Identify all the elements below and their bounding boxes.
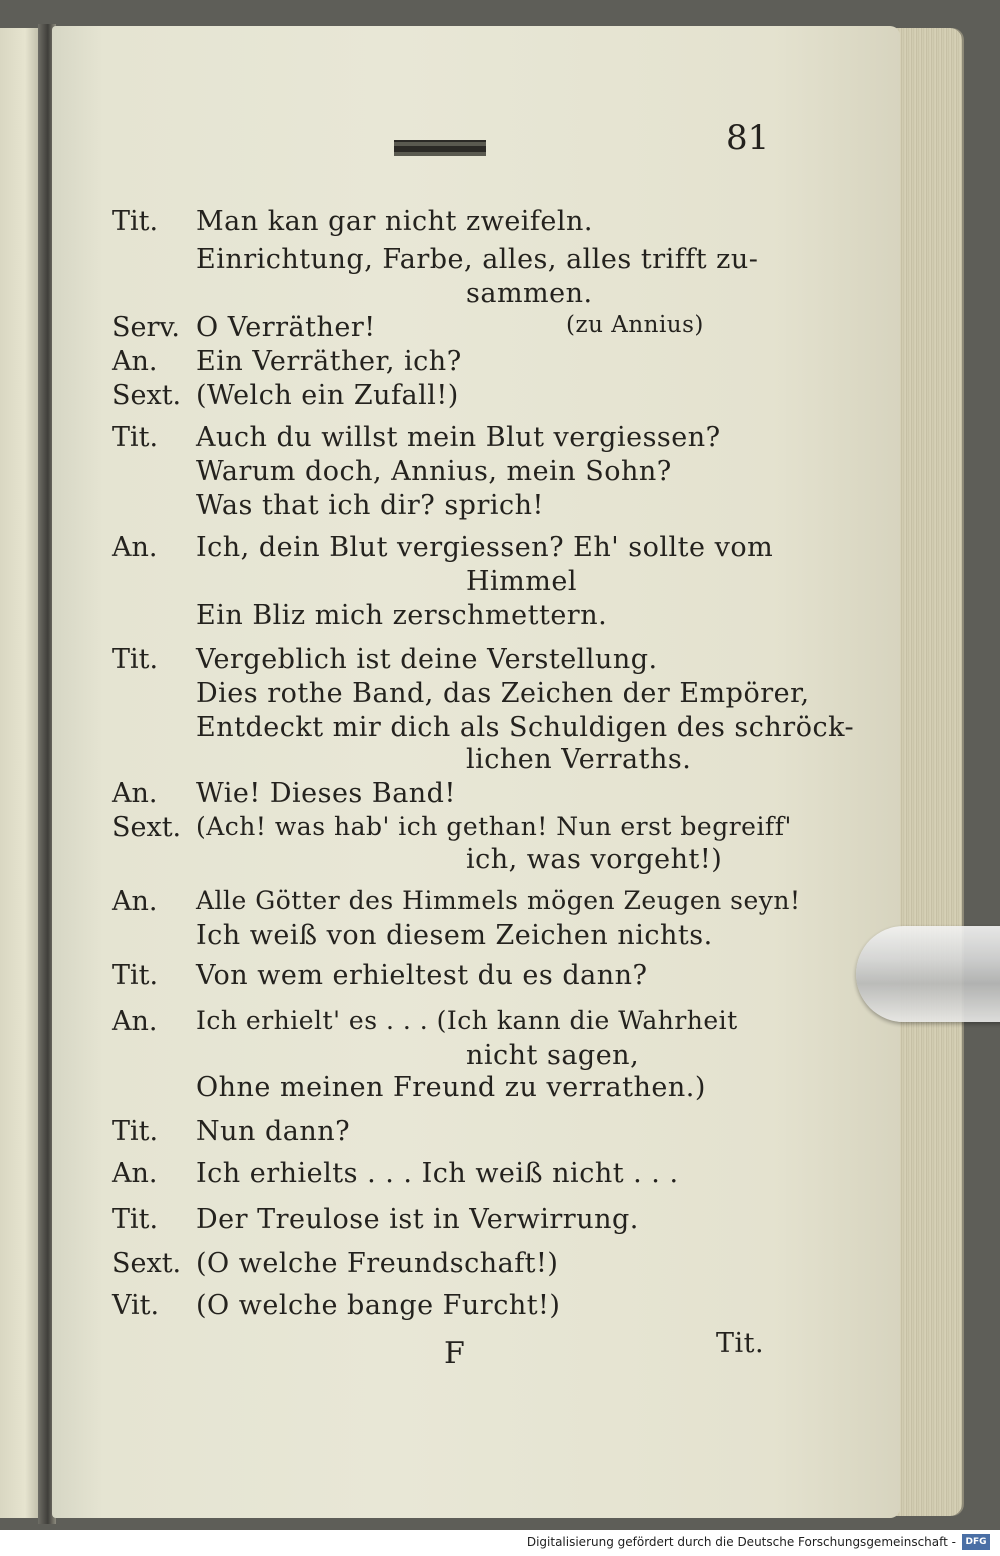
- dialogue-line: (Welch ein Zufall!): [196, 380, 459, 411]
- dialogue-line: Von wem erhieltest du es dann?: [196, 960, 648, 991]
- page-edges: [892, 28, 962, 1516]
- dialogue-line: (O welche Freundschaft!): [196, 1248, 559, 1279]
- dialogue-line: Dies rothe Band, das Zeichen der Empörer,: [196, 678, 810, 709]
- dialogue-line: Ich weiß von diesem Zeichen nichts.: [196, 920, 713, 951]
- speaker-label: An.: [112, 346, 158, 377]
- dialogue-line: Ein Verräther, ich?: [196, 346, 462, 377]
- speaker-label: Tit.: [112, 1116, 159, 1147]
- footer-bar: [0, 1530, 1000, 1556]
- dialogue-line: Nun dann?: [196, 1116, 351, 1147]
- speaker-label: Sext.: [112, 812, 182, 843]
- speaker-label: An.: [112, 532, 158, 563]
- dialogue-line: Ich erhielt' es . . . (Ich kann die Wahrheit: [196, 1006, 738, 1035]
- dialogue-line: (Ach! was hab' ich gethan! Nun erst begreiff': [196, 812, 792, 841]
- dialogue-line: Ich erhielts . . . Ich weiß nicht . . .: [196, 1158, 679, 1189]
- dialogue-line: Alle Götter des Himmels mögen Zeugen seyn!: [196, 886, 801, 915]
- speaker-label: Tit.: [112, 206, 159, 237]
- footer-credit: Digitalisierung gefördert durch die Deutsche Forschungsgemeinschaft -: [526, 1535, 956, 1549]
- dialogue-line: nicht sagen,: [466, 1040, 640, 1071]
- speaker-label: An.: [112, 886, 158, 917]
- speaker-label: Tit.: [112, 1204, 159, 1235]
- header-rule: [394, 140, 486, 156]
- speaker-label: Sext.: [112, 380, 182, 411]
- page-clip: [856, 926, 1000, 1022]
- dialogue-line: ich, was vorgeht!): [466, 844, 723, 875]
- dialogue-line: Einrichtung, Farbe, alles, alles trifft zu-: [196, 244, 759, 275]
- dialogue-line: Ein Bliz mich zerschmettern.: [196, 600, 608, 631]
- catchword: Tit.: [716, 1328, 765, 1359]
- dialogue-line: Warum doch, Annius, mein Sohn?: [196, 456, 672, 487]
- speaker-label: Tit.: [112, 422, 159, 453]
- speaker-label: An.: [112, 1006, 158, 1037]
- dialogue-line: Man kan gar nicht zweifeln.: [196, 206, 594, 237]
- dialogue-line: sammen.: [466, 278, 593, 309]
- stage-direction: (zu Annius): [566, 312, 704, 338]
- signature-mark: F: [444, 1336, 466, 1371]
- dialogue-line: Entdeckt mir dich als Schuldigen des schröck-: [196, 712, 855, 743]
- dialogue-line: Wie! Dieses Band!: [196, 778, 456, 809]
- speaker-label: Serv.: [112, 312, 181, 343]
- speaker-label: Tit.: [112, 644, 159, 675]
- dialogue-line: (O welche bange Furcht!): [196, 1290, 561, 1321]
- dialogue-line: Ohne meinen Freund zu verrathen.): [196, 1072, 706, 1103]
- dialogue-line: Ich, dein Blut vergiessen? Eh' sollte vom: [196, 532, 774, 563]
- left-facing-page: [0, 28, 42, 1518]
- speaker-label: Tit.: [112, 960, 159, 991]
- dialogue-line: Der Treulose ist in Verwirrung.: [196, 1204, 639, 1235]
- speaker-label: An.: [112, 778, 158, 809]
- page-number: 81: [726, 118, 770, 158]
- dialogue-line: O Verräther!: [196, 312, 376, 343]
- dialogue-line: Vergeblich ist deine Verstellung.: [196, 644, 658, 675]
- speaker-label: Vit.: [112, 1290, 160, 1321]
- dfg-logo: DFG: [962, 1534, 990, 1550]
- dialogue-line: Himmel: [466, 566, 577, 597]
- dialogue-line: lichen Verraths.: [466, 744, 692, 775]
- speaker-label: An.: [112, 1158, 158, 1189]
- dialogue-line: Was that ich dir? sprich!: [196, 490, 544, 521]
- speaker-label: Sext.: [112, 1248, 182, 1279]
- dialogue-line: Auch du willst mein Blut vergiessen?: [196, 422, 721, 453]
